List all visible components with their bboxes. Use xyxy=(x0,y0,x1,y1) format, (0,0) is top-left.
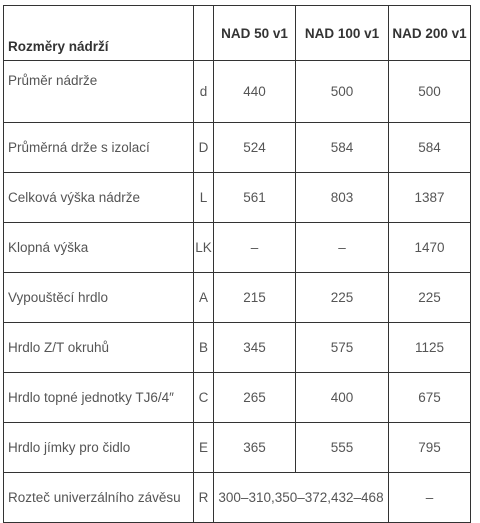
row-symbol: R xyxy=(194,473,214,523)
row-symbol: LK xyxy=(194,223,214,273)
value-nad-200: 225 xyxy=(389,273,471,323)
table-row xyxy=(4,373,471,423)
value-nad-50: 440 xyxy=(214,61,296,123)
table-row xyxy=(4,323,471,373)
row-symbol: C xyxy=(194,373,214,423)
value-nad-200: 500 xyxy=(389,61,471,123)
value-nad-100: 555 xyxy=(296,423,389,473)
value-nad-50-100-merged: 300–310,350–372,432–468 xyxy=(214,473,389,523)
value-nad-50: 365 xyxy=(214,423,296,473)
value-nad-100: 575 xyxy=(296,323,389,373)
value-nad-200: 1387 xyxy=(389,173,471,223)
row-label: Hrdlo Z/T okruhů xyxy=(4,323,194,373)
table-row xyxy=(4,223,471,273)
value-nad-100: 803 xyxy=(296,173,389,223)
row-label: Rozteč univerzálního závěsu xyxy=(4,473,194,523)
value-nad-50: 265 xyxy=(214,373,296,423)
header-nad-100: NAD 100 v1 xyxy=(296,6,389,61)
row-symbol: d xyxy=(194,61,214,123)
value-nad-50: – xyxy=(214,223,296,273)
row-symbol: E xyxy=(194,423,214,473)
value-nad-100: 500 xyxy=(296,61,389,123)
row-label: Hrdlo topné jednotky TJ6/4″ xyxy=(4,373,194,423)
table-row xyxy=(4,473,471,523)
table-row xyxy=(4,273,471,323)
value-nad-50: 524 xyxy=(214,123,296,173)
tank-dimensions-table xyxy=(3,5,471,523)
row-symbol: A xyxy=(194,273,214,323)
row-symbol: B xyxy=(194,323,214,373)
row-label: Celková výška nádrže xyxy=(4,173,194,223)
value-nad-50: 345 xyxy=(214,323,296,373)
header-tank-dimensions: Rozměry nádrží xyxy=(4,6,194,61)
row-symbol: L xyxy=(194,173,214,223)
header-nad-200: NAD 200 v1 xyxy=(389,6,471,61)
value-nad-200: 584 xyxy=(389,123,471,173)
row-label: Průměrná drže s izolací xyxy=(4,123,194,173)
table-row xyxy=(4,61,471,123)
value-nad-50: 215 xyxy=(214,273,296,323)
value-nad-100: 225 xyxy=(296,273,389,323)
value-nad-100: 400 xyxy=(296,373,389,423)
value-nad-200: 675 xyxy=(389,373,471,423)
row-symbol: D xyxy=(194,123,214,173)
value-nad-200: 795 xyxy=(389,423,471,473)
header-nad-50: NAD 50 v1 xyxy=(214,6,296,61)
table-row xyxy=(4,173,471,223)
value-nad-50: 561 xyxy=(214,173,296,223)
header-symbol xyxy=(194,6,214,61)
table-header-row xyxy=(4,6,471,61)
row-label: Klopná výška xyxy=(4,223,194,273)
value-nad-200: 1125 xyxy=(389,323,471,373)
value-nad-200: 1470 xyxy=(389,223,471,273)
value-nad-100: 584 xyxy=(296,123,389,173)
value-nad-200: – xyxy=(389,473,471,523)
row-label: Hrdlo jímky pro čidlo xyxy=(4,423,194,473)
row-label: Průměr nádrže xyxy=(4,61,194,123)
table-row xyxy=(4,123,471,173)
value-nad-100: – xyxy=(296,223,389,273)
row-label: Vypouštěcí hrdlo xyxy=(4,273,194,323)
table-row xyxy=(4,423,471,473)
